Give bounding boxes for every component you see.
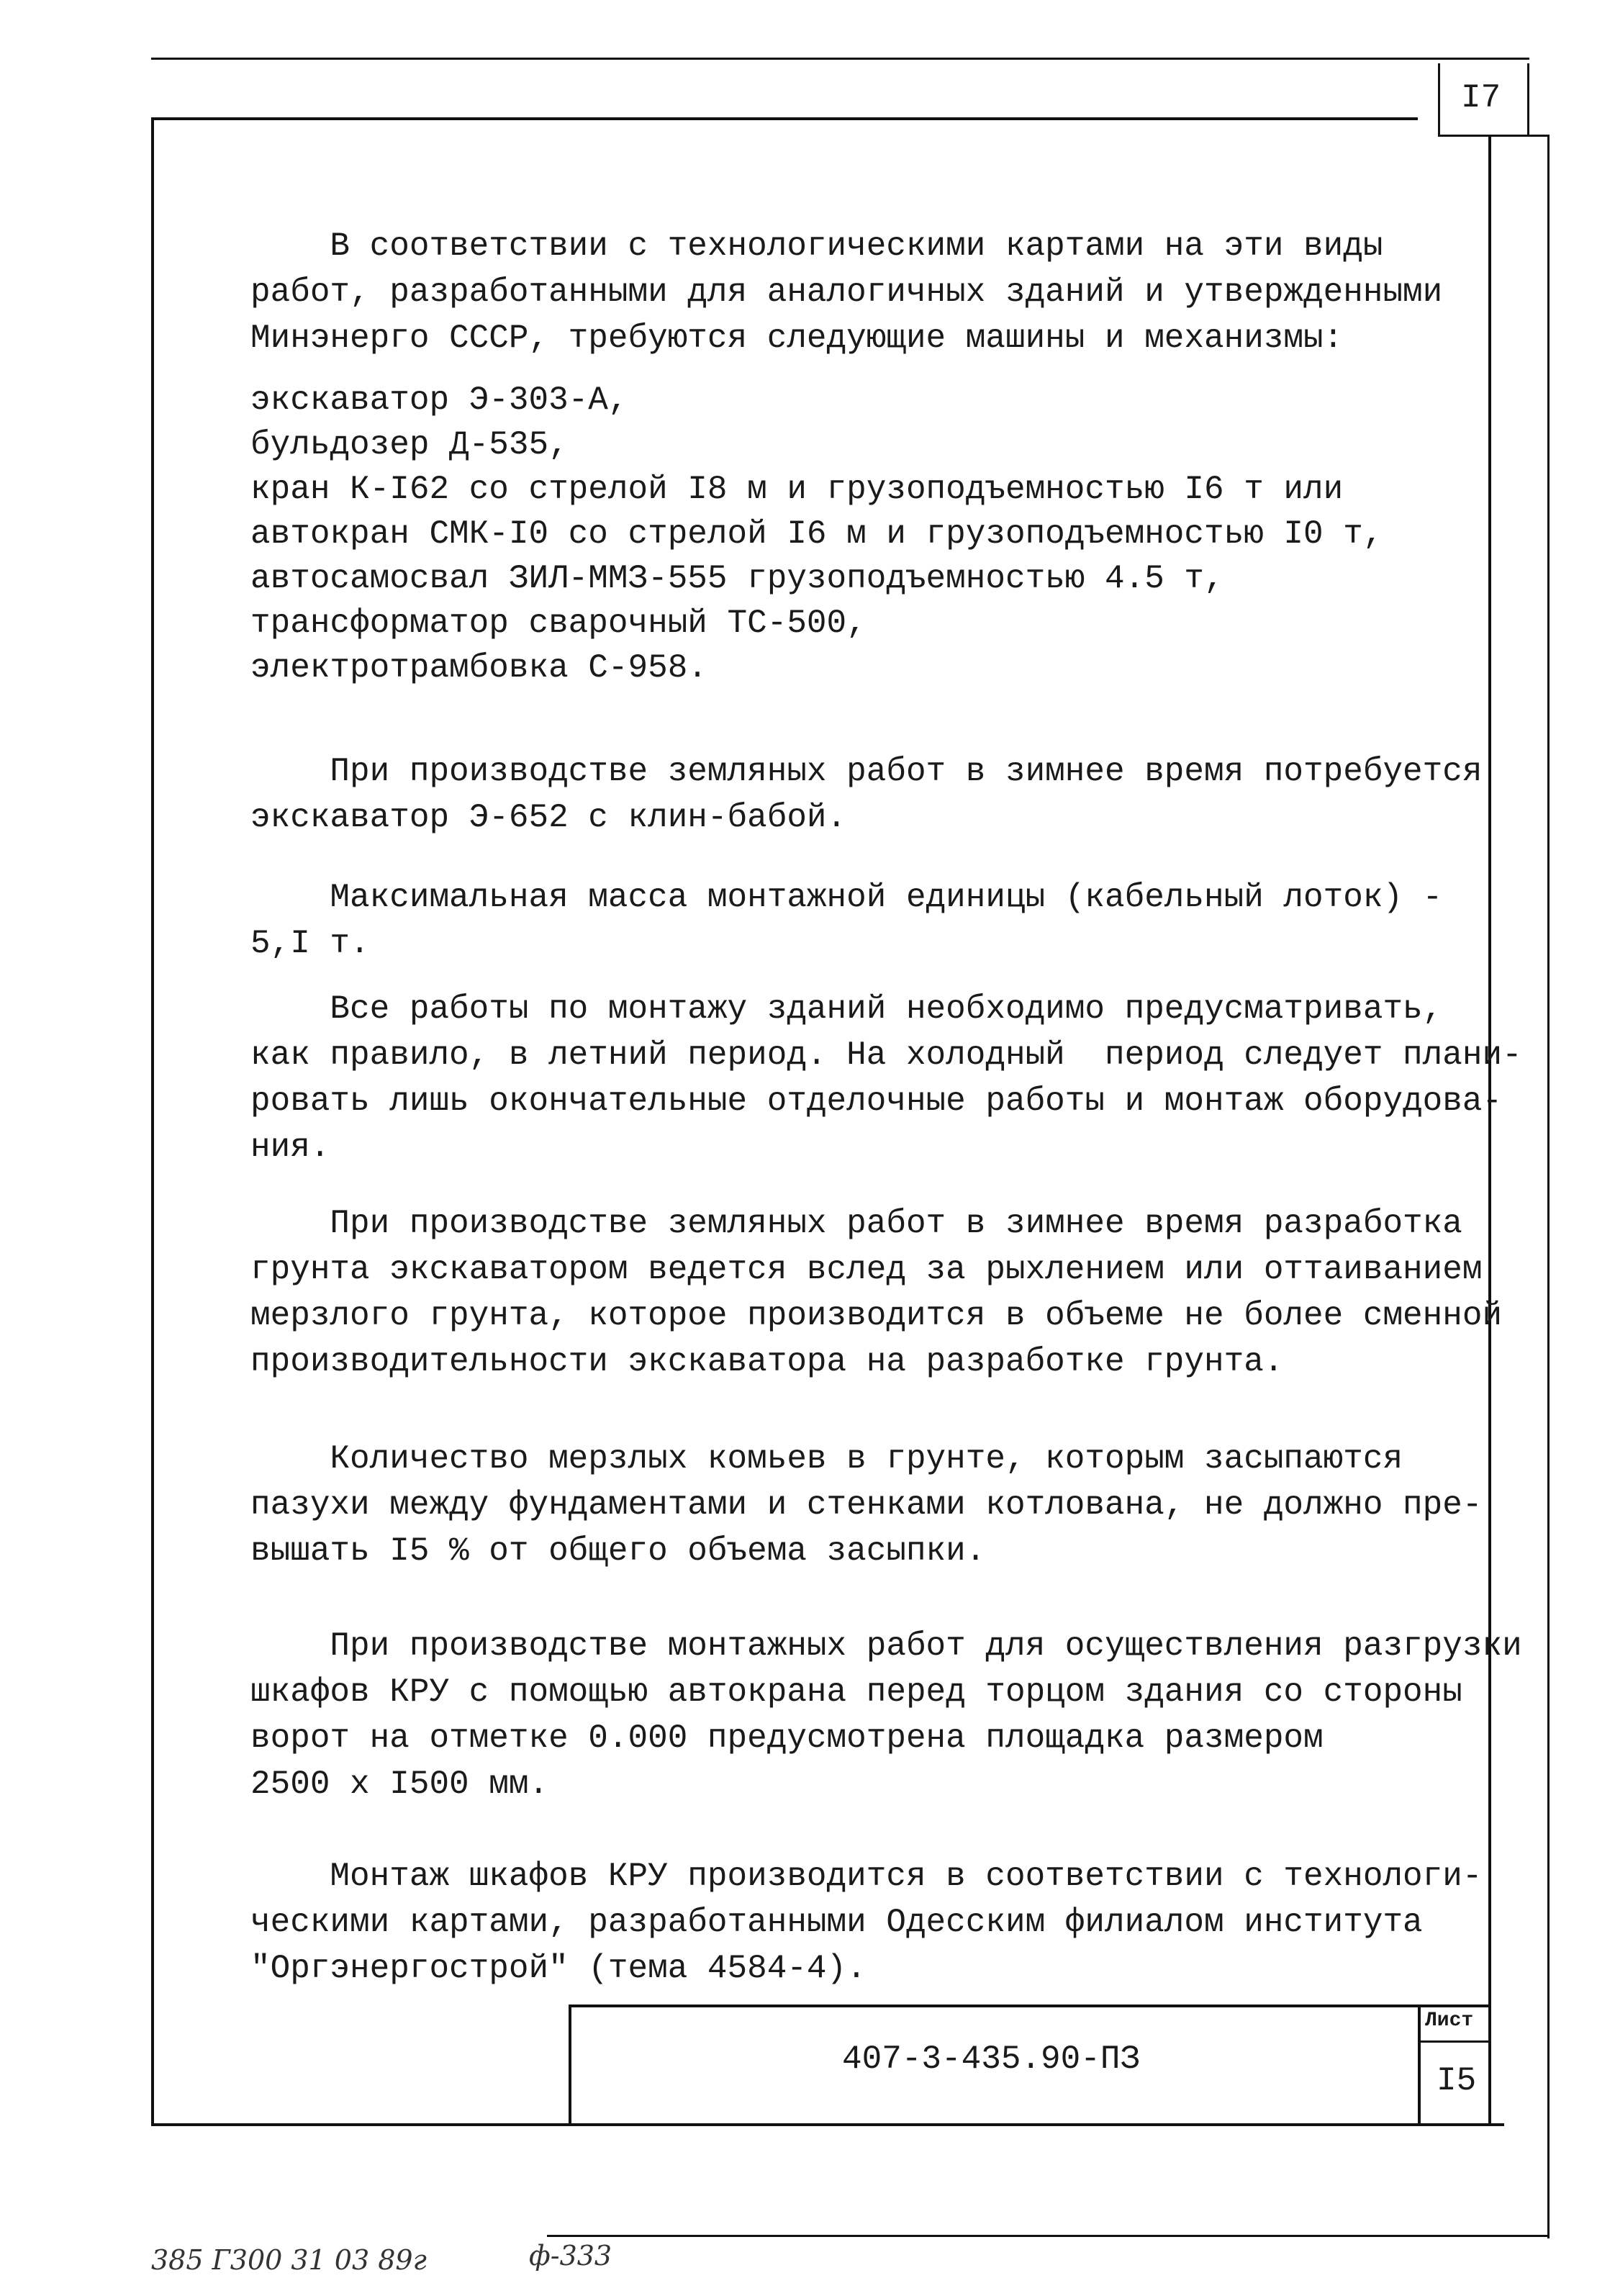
text-line: как правило, в летний период. На холодный период следует плани- bbox=[250, 1036, 1522, 1074]
text-line: пазухи между фундаментами и стенками котлована, не должно пре- bbox=[250, 1486, 1483, 1524]
text-line: Все работы по монтажу зданий необходимо предусматривать, bbox=[250, 990, 1443, 1028]
text-line: экскаватор Э-652 с клин-бабой. bbox=[250, 799, 847, 836]
stamp-left bbox=[569, 2005, 571, 2125]
list-item: экскаватор Э-303-А, bbox=[250, 381, 628, 419]
document-code: 407-3-435.90-ПЗ bbox=[842, 2040, 1141, 2078]
text-line: ворот на отметке 0.000 предусмотрена площадка размером bbox=[250, 1719, 1324, 1757]
paragraph-summer bbox=[250, 986, 1522, 1170]
list-item: кран К-I62 со стрелой I8 м и грузоподъемностью I6 т или bbox=[250, 471, 1344, 508]
text-line: При производстве земляных работ в зимнее время потребуется bbox=[250, 753, 1483, 790]
text-line: Монтаж шкафов КРУ производится в соответствии с технологи- bbox=[250, 1858, 1483, 1895]
text-line: 5,I т. bbox=[250, 925, 370, 962]
footer-handwritten-code: 385 Г300 31 03 89г bbox=[151, 2244, 427, 2276]
stamp-top bbox=[569, 2005, 1490, 2007]
pagebox-left bbox=[1438, 63, 1440, 137]
paragraph-winter bbox=[250, 749, 1482, 841]
paragraph-intro bbox=[250, 223, 1442, 361]
paragraph-kru bbox=[250, 1853, 1482, 1992]
list-item: бульдозер Д-535, bbox=[250, 426, 569, 464]
text-line: ческими картами, разработанными Одесским филиалом института bbox=[250, 1904, 1423, 1941]
top-border-line bbox=[151, 58, 1529, 60]
text-line: При производстве земляных работ в зимнее время разработка bbox=[250, 1205, 1462, 1242]
list-item: автосамосвал ЗИЛ-ММЗ-555 грузоподъемностью 4.5 т, bbox=[250, 560, 1224, 597]
text-line: Максимальная масса монтажной единицы (кабельный лоток) - bbox=[250, 879, 1443, 916]
frame-bottom bbox=[151, 2123, 1504, 2126]
text-line: грунта экскаватором ведется вслед за рыхлением или оттаиванием bbox=[250, 1251, 1483, 1288]
text-line: шкафов КРУ с помощью автокрана перед торцом здания со стороны bbox=[250, 1673, 1462, 1711]
text-line: "Оргэнергострой" (тема 4584-4). bbox=[250, 1950, 867, 1987]
text-line: производительности экскаватора на разработке грунта. bbox=[250, 1343, 1284, 1380]
frame-top bbox=[151, 117, 1418, 120]
text-line: При производстве монтажных работ для осуществления разгрузки bbox=[250, 1627, 1522, 1665]
list-item: автокран СМК-I0 со стрелой I6 м и грузоподъемностью I0 т, bbox=[250, 515, 1383, 553]
text-line: Количество мерзлых комьев в грунте, которым засыпаются bbox=[250, 1440, 1403, 1478]
sheet-label: Лист bbox=[1425, 2010, 1474, 2032]
text-line: ровать лишь окончательные отделочные работы и монтаж оборудова- bbox=[250, 1083, 1503, 1120]
page-number-top: I7 bbox=[1461, 79, 1501, 117]
text-line: ния. bbox=[250, 1129, 330, 1166]
outer-bottom bbox=[547, 2235, 1550, 2237]
frame-left bbox=[151, 117, 154, 2125]
list-item: трансформатор сварочный ТС-500, bbox=[250, 605, 867, 642]
text-line: мерзлого грунта, которое производится в объеме не более сменной bbox=[250, 1297, 1503, 1334]
footer-handwritten-format: ф-333 bbox=[529, 2240, 612, 2272]
pagebox-bottom bbox=[1438, 135, 1550, 137]
equipment-list bbox=[250, 378, 1383, 690]
text-line: В соответствии с технологическими картами на эти виды bbox=[250, 227, 1383, 265]
text-line: работ, разработанными для аналогичных зданий и утвержденными bbox=[250, 274, 1443, 311]
list-item: электротрамбовка С-958. bbox=[250, 649, 707, 687]
text-line: 2500 х I500 мм. bbox=[250, 1766, 549, 1803]
stamp-sheet-sep bbox=[1418, 2040, 1490, 2043]
text-line: вышать I5 % от общего объема засыпки. bbox=[250, 1532, 986, 1570]
paragraph-unloading bbox=[250, 1623, 1522, 1807]
stamp-divider bbox=[1418, 2005, 1421, 2125]
pagebox-right bbox=[1527, 63, 1529, 137]
outer-right bbox=[1547, 137, 1550, 2238]
paragraph-frozen bbox=[250, 1436, 1482, 1574]
paragraph-excavation bbox=[250, 1201, 1502, 1385]
text-line: Минэнерго СССР, требуются следующие машины и механизмы: bbox=[250, 320, 1344, 357]
sheet-number: I5 bbox=[1437, 2062, 1477, 2100]
paragraph-max-mass bbox=[250, 874, 1442, 967]
